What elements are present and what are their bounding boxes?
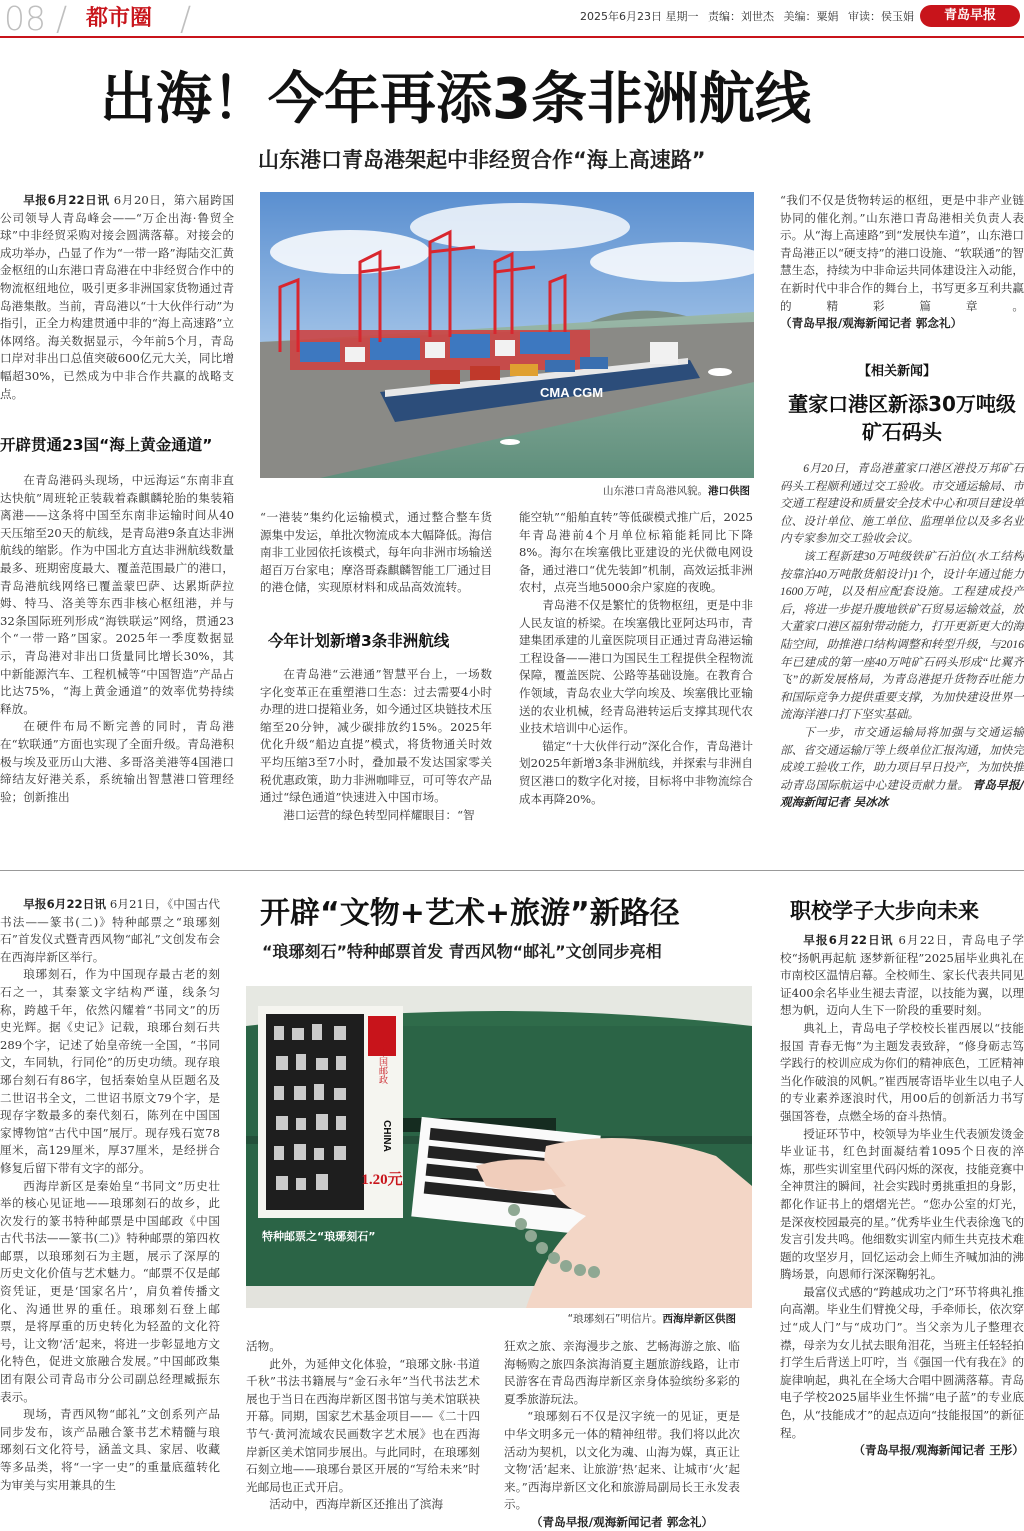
paragraph: 狂欢之旅、亲海漫步之旅、艺畅海游之旅、临海畅购之旅四条滨海消夏主题旅游线路，让市民游客在青岛西海岸新区亲身体验缤纷多彩的夏季旅游玩法。 [504,1339,740,1406]
stamp-label: 中国邮政 [377,1048,387,1084]
stamp-image [258,1006,403,1243]
paragraph: “琅琊刻石不仅是汉字统一的见证，更是中华文明多元一体的精神纽带。我们将以此次活动为契机，以文化为魂、山海为媒，真正让文物‘活’起来、让旅游‘热’起来、让城市‘火’起来。”西海岸新区文化和旅游局副局长王永发表示。 [504,1409,740,1512]
port-photo [260,192,754,478]
stamp-country: CHINA [381,1120,392,1152]
paragraph: “我们不仅是货物转运的枢纽，更是中非产业链协同的催化剂。”山东港口青岛港相关负责人表示。从“海上高速路”到“发展快车道”，山东港口青岛港正以“硬支持”的港口设施、“软联通”的智慧生态，持续为中非命运共同体建设注入动能，在新时代中非合作的舞台上，书写更多互利共赢的精彩篇章。 [780,193,1024,313]
newspaper-logo [920,5,1020,27]
paragraph: 6月20日，青岛港董家口港区港投万邦矿石码头工程顺利通过交工验收。市交通运输局、市交通工程建设和质量安全技术中心和项目建设单位、设计单位、施工单位、监理单位以及多名业内专家参加交工验收会议。 [780,462,1024,546]
paragraph: 港口运营的绿色转型同样耀眼目：“智 [283,807,475,822]
story2-headline: 开辟“文物+艺术+旅游”新路径 [260,896,680,931]
story1-column [260,666,492,852]
story1-column [519,509,753,852]
story2-column [0,896,220,1531]
page-number: 08 [4,0,46,38]
photo-caption [246,1311,736,1327]
paragraph: 授证环节中，校领导为毕业生代表颁发烫金毕业证书，红色封面凝结着1095个日夜的淬炼，那些实训室里代码闪烁的深夜，技能竞赛中全神贯注的瞬间，社会实践时勇挑重担的身影，都化作证书上的熠熠光芒。“您办公室的灯光，是深夜校园最亮的星。”优秀毕业生代表徐逸飞的发言引发共鸣。他细数实训室内师生共克技术难题的攻坚岁月，回忆运动会上师生齐喊加油的沸腾场景，向恩师行深深鞠躬礼。 [780,1126,1024,1282]
main-headline: 出海！今年再添3条非洲航线 [100,67,811,132]
section-divider [0,870,1024,871]
masthead-divider: / [180,0,192,38]
proofreader: 审读：侯玉娟 [848,10,914,23]
paragraph: 在青岛港“云港通”智慧平台上，一场数字化变革正在重塑港口生态：过去需要4小时办理的进口提箱业务，如今通过区块链技术压缩至20分钟，减少碳排放约15%。2025年优化升级“船边直提”模式，将货物通关时效平均压缩3至7小时，叠加最不发达国家零关税优惠政策，助力非洲咖啡豆，可可等农产品通过“绿色通道”快速进入中国市场。 [260,667,492,805]
story1-lead [0,192,234,426]
paragraph: “一港装”集约化运输模式，通过整合整车货源集中发运，单批次物流成本大幅降低。海信南非工业园依托该模式，每年向非洲市场输送超百万台家电；摩洛哥森麒麟智能工厂通过目的港仓储，实现原材料和成品高效流转。 [260,510,492,595]
paragraph: 6月22日，青岛电子学校“扬帆再起航 逐梦新征程”2025届毕业典礼在市南校区温情启幕。全校师生、家长代表共同见证400余名毕业生褪去青涩，以技能为翼，以理想为帆，迈向人生下一阶段的重要时刻。 [780,933,1024,1018]
paragraph: 活物。 [246,1339,281,1353]
paragraph: 6月21日，《中国古代书法——篆书(二)》特种邮票之“琅琊刻石”首发仪式暨青西风物“邮礼”文创发布会在西海岸新区举行。 [0,897,220,964]
subhead: 今年计划新增3条非洲航线 [268,632,450,650]
paragraph: 现场，青西风物“邮礼”文创系列产品同步发布，该产品融合篆书艺术精髓与琅琊刻石文化符号，涵盖文具、家居、收藏等多品类，将“一字一史”的重量底蕴转化为审美与实用兼具的生 [0,1407,220,1492]
related-news-tag: 【相关新闻】 [858,364,937,379]
stamp-tag: 特种邮票之“琅琊刻石” [262,1230,376,1243]
dateline: 早报6月22日讯 [23,193,110,207]
story2-subheadline: “琅琊刻石”特种邮票首发 青西风物“邮礼”文创同步亮相 [262,942,662,961]
section-name: 都市圈 [86,6,153,31]
editor: 责编：刘世杰 [708,10,774,23]
paragraph: 此外，为延伸文化体验，“琅琊文脉·书道千秋”书法书籍展与“金石永年”当代书法艺术展也于当日在西海岸新区图书馆与美术馆联袂开幕。同期，国家艺术基金项目——《二十四节气·黄河流域农民画数字艺术展》也在西海岸新区美术馆同步展出。与此同时，在琅琊刻石刻立地——琅琊台景区开展的“写给未来”时光邮局也正式开启。 [246,1356,480,1494]
subhead: 开辟贯通23国“海上黄金通道” [0,436,213,454]
paragraph: 活动中，西海岸新区还推出了滨海 [269,1497,444,1512]
byline: （青岛早报/观海新闻记者 王彤） [853,1443,1024,1458]
dateline: 早报6月22日讯 [23,897,107,911]
caption-text: “琅琊刻石”明信片。 [567,1313,663,1325]
masthead-meta [574,8,914,26]
story3-column [780,932,1024,1531]
paragraph: 典礼上，青岛电子学校校长崔西展以“技能报国 青春无悔”为主题发表致辞，“修身砺志笃学践行的校训应成为你们的精神底色，工匠精神当化作破浪的风帆。”崔西展寄语毕业生以电子人的专业素养逐浪时代，用00后的创新活力书写强国答卷，点燃全场的奋斗热情。 [780,1020,1024,1123]
story1-column [260,509,492,617]
story2-column [246,1338,480,1531]
paragraph: 在硬件布局不断完善的同时，青岛港在“软联通”方面也实现了全面升级。青岛港积极与埃及亚历山大港、多哥洛美港等4国港口缔结友好港关系，系统输出智慧港口管理经验；创新推出 [0,719,234,804]
main-subheadline: 山东港口青岛港架起中非经贸合作“海上高速路” [258,148,706,172]
masthead [0,0,1024,38]
story2-column [504,1338,740,1531]
lead-text: 6月20日，第六届跨国公司领导人青岛峰会——“万企出海·鲁贸全球”中非经贸采购对接会圆满落幕。对接会的成功举办，凸显了作为“一带一路”海陆交汇黄金枢纽的山东港口青岛港在中非经贸合作中的物流枢纽地位，吸引更多非洲国家货物通过青岛港集散。当前，青岛港以“十大伙伴行动”为指引，正全力构建贯通中非的“海上高速路”立体网络。海关数据显示，今年前5个月，青岛口岸对非出口总值突破600亿元大关，同比增幅超30%，已然成为中非合作共赢的战略支点。 [0,193,234,401]
dateline: 早报6月22日讯 [803,933,894,947]
paragraph: 青岛港不仅是繁忙的货物枢纽，更是中非人民友谊的桥梁。在埃塞俄比亚阿达玛市，青建集团承建的儿童医院项目正通过青岛港运输工程设备——港口为国民生工程提供全程物流保障，覆盖医院、公路等基础设施。在教育合作领域，青岛农业大学向埃及、埃塞俄比亚输送的农业机械，经青岛港转运后支撑其现代农业技术培训中心运作。 [519,597,753,736]
stamp-photo [246,986,752,1308]
story1-column [780,192,1024,336]
masthead-divider: / [56,0,68,38]
paragraph: 在青岛港码头现场，中远海运“东南非直达快航”周班轮正装载着森麒麟轮胎的集装箱离港——这条将中国至东南非运输时间从40天压缩至20天的航线，是青岛港9条直达非洲航线的缩影。作为中国北方直达非洲航线数量最多、班期密度最大、覆盖范围最广的港口，青岛港航线网络已覆盖蒙巴萨、达累斯萨拉姆、特马、洛美等东西非核心枢纽港，并与32条国际班列形成“海铁联运”网络，贯通23个“一带一路”国家。2025年一季度数据显示，青岛港对非出口货量同比增长30%，其中新能源汽车、工程机械等“中国智造”产品占比达75%，“海上黄金通道”的效率优势持续释放。 [0,473,234,716]
byline: 青岛早报/观海新闻记者 吴冰冰 [780,777,1024,810]
story3-headline: 职校学子大步向未来 [790,899,979,923]
byline: （青岛早报/观海新闻记者 郭念礼） [530,1514,714,1529]
related-news-body [780,460,1024,852]
issue-date: 2025年6月23日 星期一 [580,10,699,23]
paragraph: 西海岸新区是秦始皇“书同文”历史壮举的核心见证地——琅琊刻石的故乡，此次发行的篆书特种邮票是中国邮政《中国古代书法——篆书(二)》特种邮票的第四枚邮票，以琅琊刻石为主题，展示了深厚的历史文化价值与艺术魅力。“邮票不仅是邮资凭证，更是‘国家名片’，肩负着传播文化、沟通世界的重任。琅琊刻石登上邮票，是将厚重的历史转化为轻盈的文化符号，让文物‘活’起来，将进一步彰显地方文化特色，促进文旅融合发展。”中国邮政集团有限公司青岛市分公司副总经理臧振东表示。 [0,1178,220,1404]
photo-caption [260,483,750,499]
designer: 美编：粟娟 [783,10,839,23]
story1-column [0,472,234,852]
newspaper-name: 青岛早报 [943,8,996,23]
ship-name: CMA CGM [540,385,604,400]
caption-text: 山东港口青岛港风貌。 [603,485,708,497]
photo-credit: 西海岸新区供图 [662,1313,736,1325]
byline: （青岛早报/观海新闻记者 郭念礼） [780,316,963,331]
stamp-value: 1.20元 [361,1172,403,1188]
paragraph: 琅琊刻石，作为中国现存最古老的刻石之一，其秦篆文字结构严谨，线条匀称，跨越千年，依然闪耀着“书同文”的历史光辉。据《史记》记载，琅琊台刻石共289个字，记述了始皇帝统一全国，“书同文，车同轨，行同伦”的历史功绩。现存琅琊台刻石有86字，包括秦始皇从臣题名及二世诏书全文，二世诏书原文79个字，是现存字数最多的秦代刻石，陈列在中国国家博物馆“古代中国”展厅。现存残石宽78厘米，高129厘米，厚37厘米，是经拼合修复后留下带有文字的部分。 [0,967,220,1175]
paragraph: 下一步，市交通运输局将加强与交通运输部、省交通运输厅等上级单位汇报沟通，加快完成竣工验收工作，助力项目早日投产，为加快推动青岛国际航运中心建设贡献力量。 [780,725,1024,792]
paragraph: 锚定“十大伙伴行动”深化合作，青岛港计划2025年新增3条非洲航线，并探索与非洲自贸区港口的数字化对接，目标将中非物流综合成本再降20%。 [519,738,753,806]
related-news-title: 董家口港区新添30万吨级矿石码头 [788,392,1016,444]
paragraph: 能空轨”“船舶直转”等低碳模式推广后，2025年青岛港前4个月单位标箱能耗同比下降8%。海尔在埃塞俄比亚建设的光伏微电网设备，通过港口“优先装卸”机制，高效运抵非洲农村，点亮当地5000余户家庭的夜晚。 [519,510,753,595]
paragraph: 该工程新建30万吨级铁矿石泊位(水工结构按靠泊40万吨散货船设计)1个，设计年通过能力1600万吨，以及相应配套设施。工程建成投产后，将进一步提升腹地铁矿石贸易运输效益，放大董家口港区福射带动能力，打开更新更大的海陆空间，助推港口结构调整和转型升级，与2016年已建成的第一座40万吨矿石码头形成“比翼齐飞”的新发展格局，为青岛港提升货物吞吐能力和国际竞争力提供重要支撑，为加快建设世界一流海洋港口打下坚实基础。 [780,549,1024,722]
paragraph: 最富仪式感的“跨越成功之门”环节将典礼推向高潮。毕业生们臂挽父母，手牵师长，依次穿过“成人门”与“成功门”。当父亲为儿子整理衣襟，母亲为女儿拭去眼角泪花，当班主任轻轻拍打学生后背送上叮咛，当《强国一代有我在》的旋律响起，典礼在全场大合唱中圆满落幕。青岛电子学校2025届毕业生怀揣“电子蓝”的专业底色，从“技能成才”的起点迈向“技能报国”的新征程。 [780,1284,1024,1440]
photo-credit: 港口供图 [708,485,750,497]
